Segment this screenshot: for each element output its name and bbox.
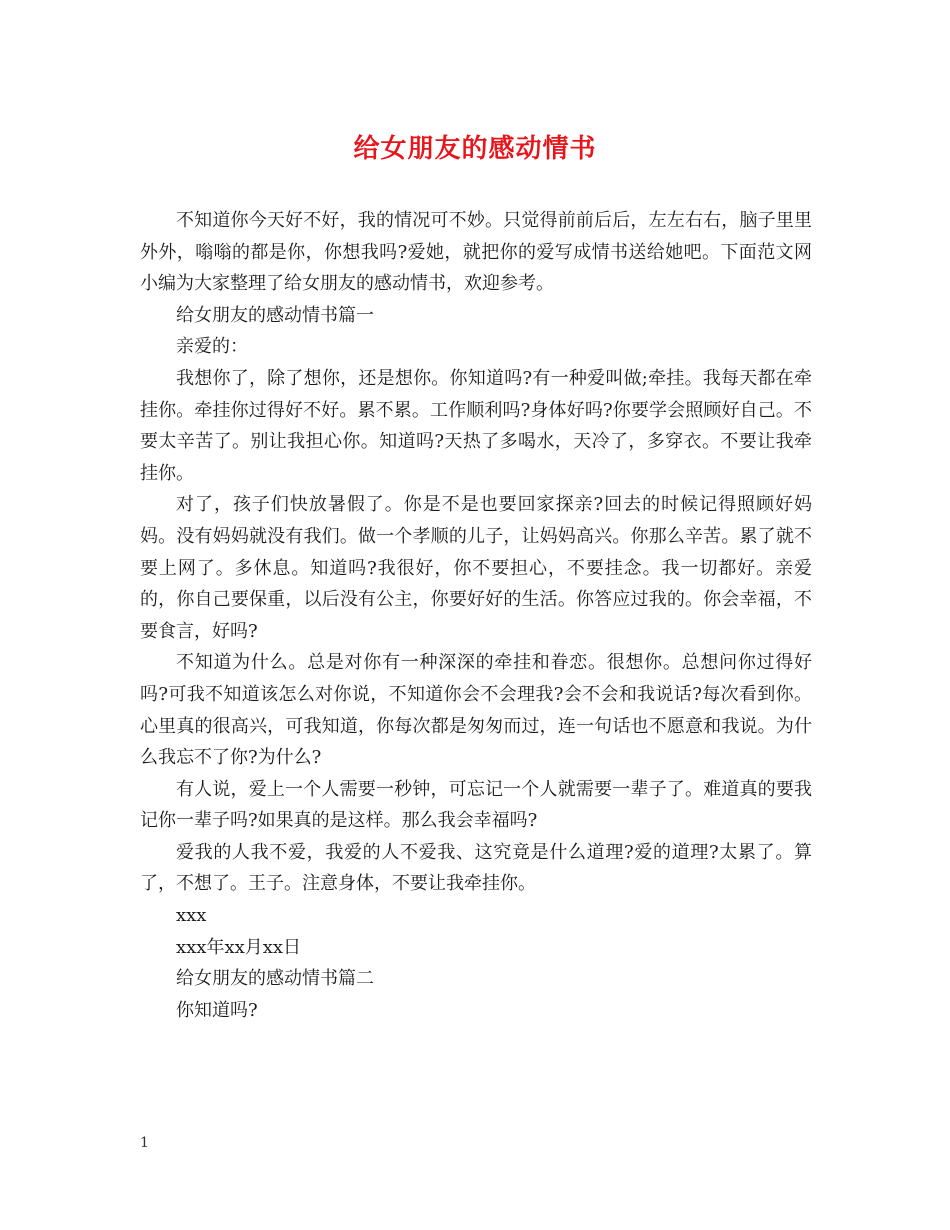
document-body bbox=[140, 205, 812, 1026]
letter-paragraph: 有人说，爱上一个人需要一秒钟，可忘记一个人就需要一辈子了。难道真的要我记你一辈子吗?如果真的是这样。那么我会幸福吗? bbox=[140, 778, 812, 832]
intro-paragraph: 不知道你今天好不好，我的情况可不妙。只觉得前前后后，左左右右，脑子里里外外，嗡嗡的都是你，你想我吗?爱她，就把你的爱写成情书送给她吧。下面范文网小编为大家整理了给女朋友的感动情书，欢迎参考。 bbox=[140, 210, 812, 295]
letter-paragraph: 我想你了，除了想你，还是想你。你知道吗?有一种爱叫做;牵挂。我每天都在牵挂你。牵挂你过得好不好。累不累。工作顺利吗?身体好吗?你要学会照顾好自己。不要太辛苦了。别让我担心你。知道吗?天热了多喝水，天冷了，多穿衣。不要让我牵挂你。 bbox=[140, 367, 812, 484]
letter-date: xxx年xx月xx日 bbox=[176, 936, 302, 958]
letter-paragraph: 对了，孩子们快放暑假了。你是不是也要回家探亲?回去的时候记得照顾好妈妈。没有妈妈就没有我们。做一个孝顺的儿子，让妈妈高兴。你那么辛苦。累了就不要上网了。多休息。知道吗?我很好，你不要担心，不要挂念。我一切都好。亲爱的，你自己要保重，以后没有公主，你要好好的生活。你答应过我的。你会幸福，不要食言，好吗? bbox=[140, 494, 812, 642]
letter-paragraph: 爱我的人我不爱，我爱的人不爱我、这究竟是什么道理?爱的道理?太累了。算了，不想了。王子。注意身体，不要让我牵挂你。 bbox=[140, 841, 812, 895]
letter-salutation: 亲爱的： bbox=[176, 336, 248, 358]
section-heading-2: 给女朋友的感动情书篇二 bbox=[176, 968, 374, 990]
letter-signature: xxx bbox=[176, 905, 207, 927]
section-heading-1: 给女朋友的感动情书篇一 bbox=[176, 304, 374, 326]
letter-paragraph: 你知道吗? bbox=[176, 999, 258, 1021]
page-title: 给女朋友的感动情书 bbox=[353, 134, 597, 164]
page-number: 1 bbox=[140, 1135, 149, 1151]
letter-paragraph: 不知道为什么。总是对你有一种深深的牵挂和眷恋。很想你。总想问你过得好吗?可我不知道该怎么对你说，不知道你会不会理我?会不会和我说话?每次看到你。心里真的很高兴，可我知道，你每次都是匆匆而过，连一句话也不愿意和我说。为什么我忘不了你?为什么? bbox=[140, 652, 812, 769]
